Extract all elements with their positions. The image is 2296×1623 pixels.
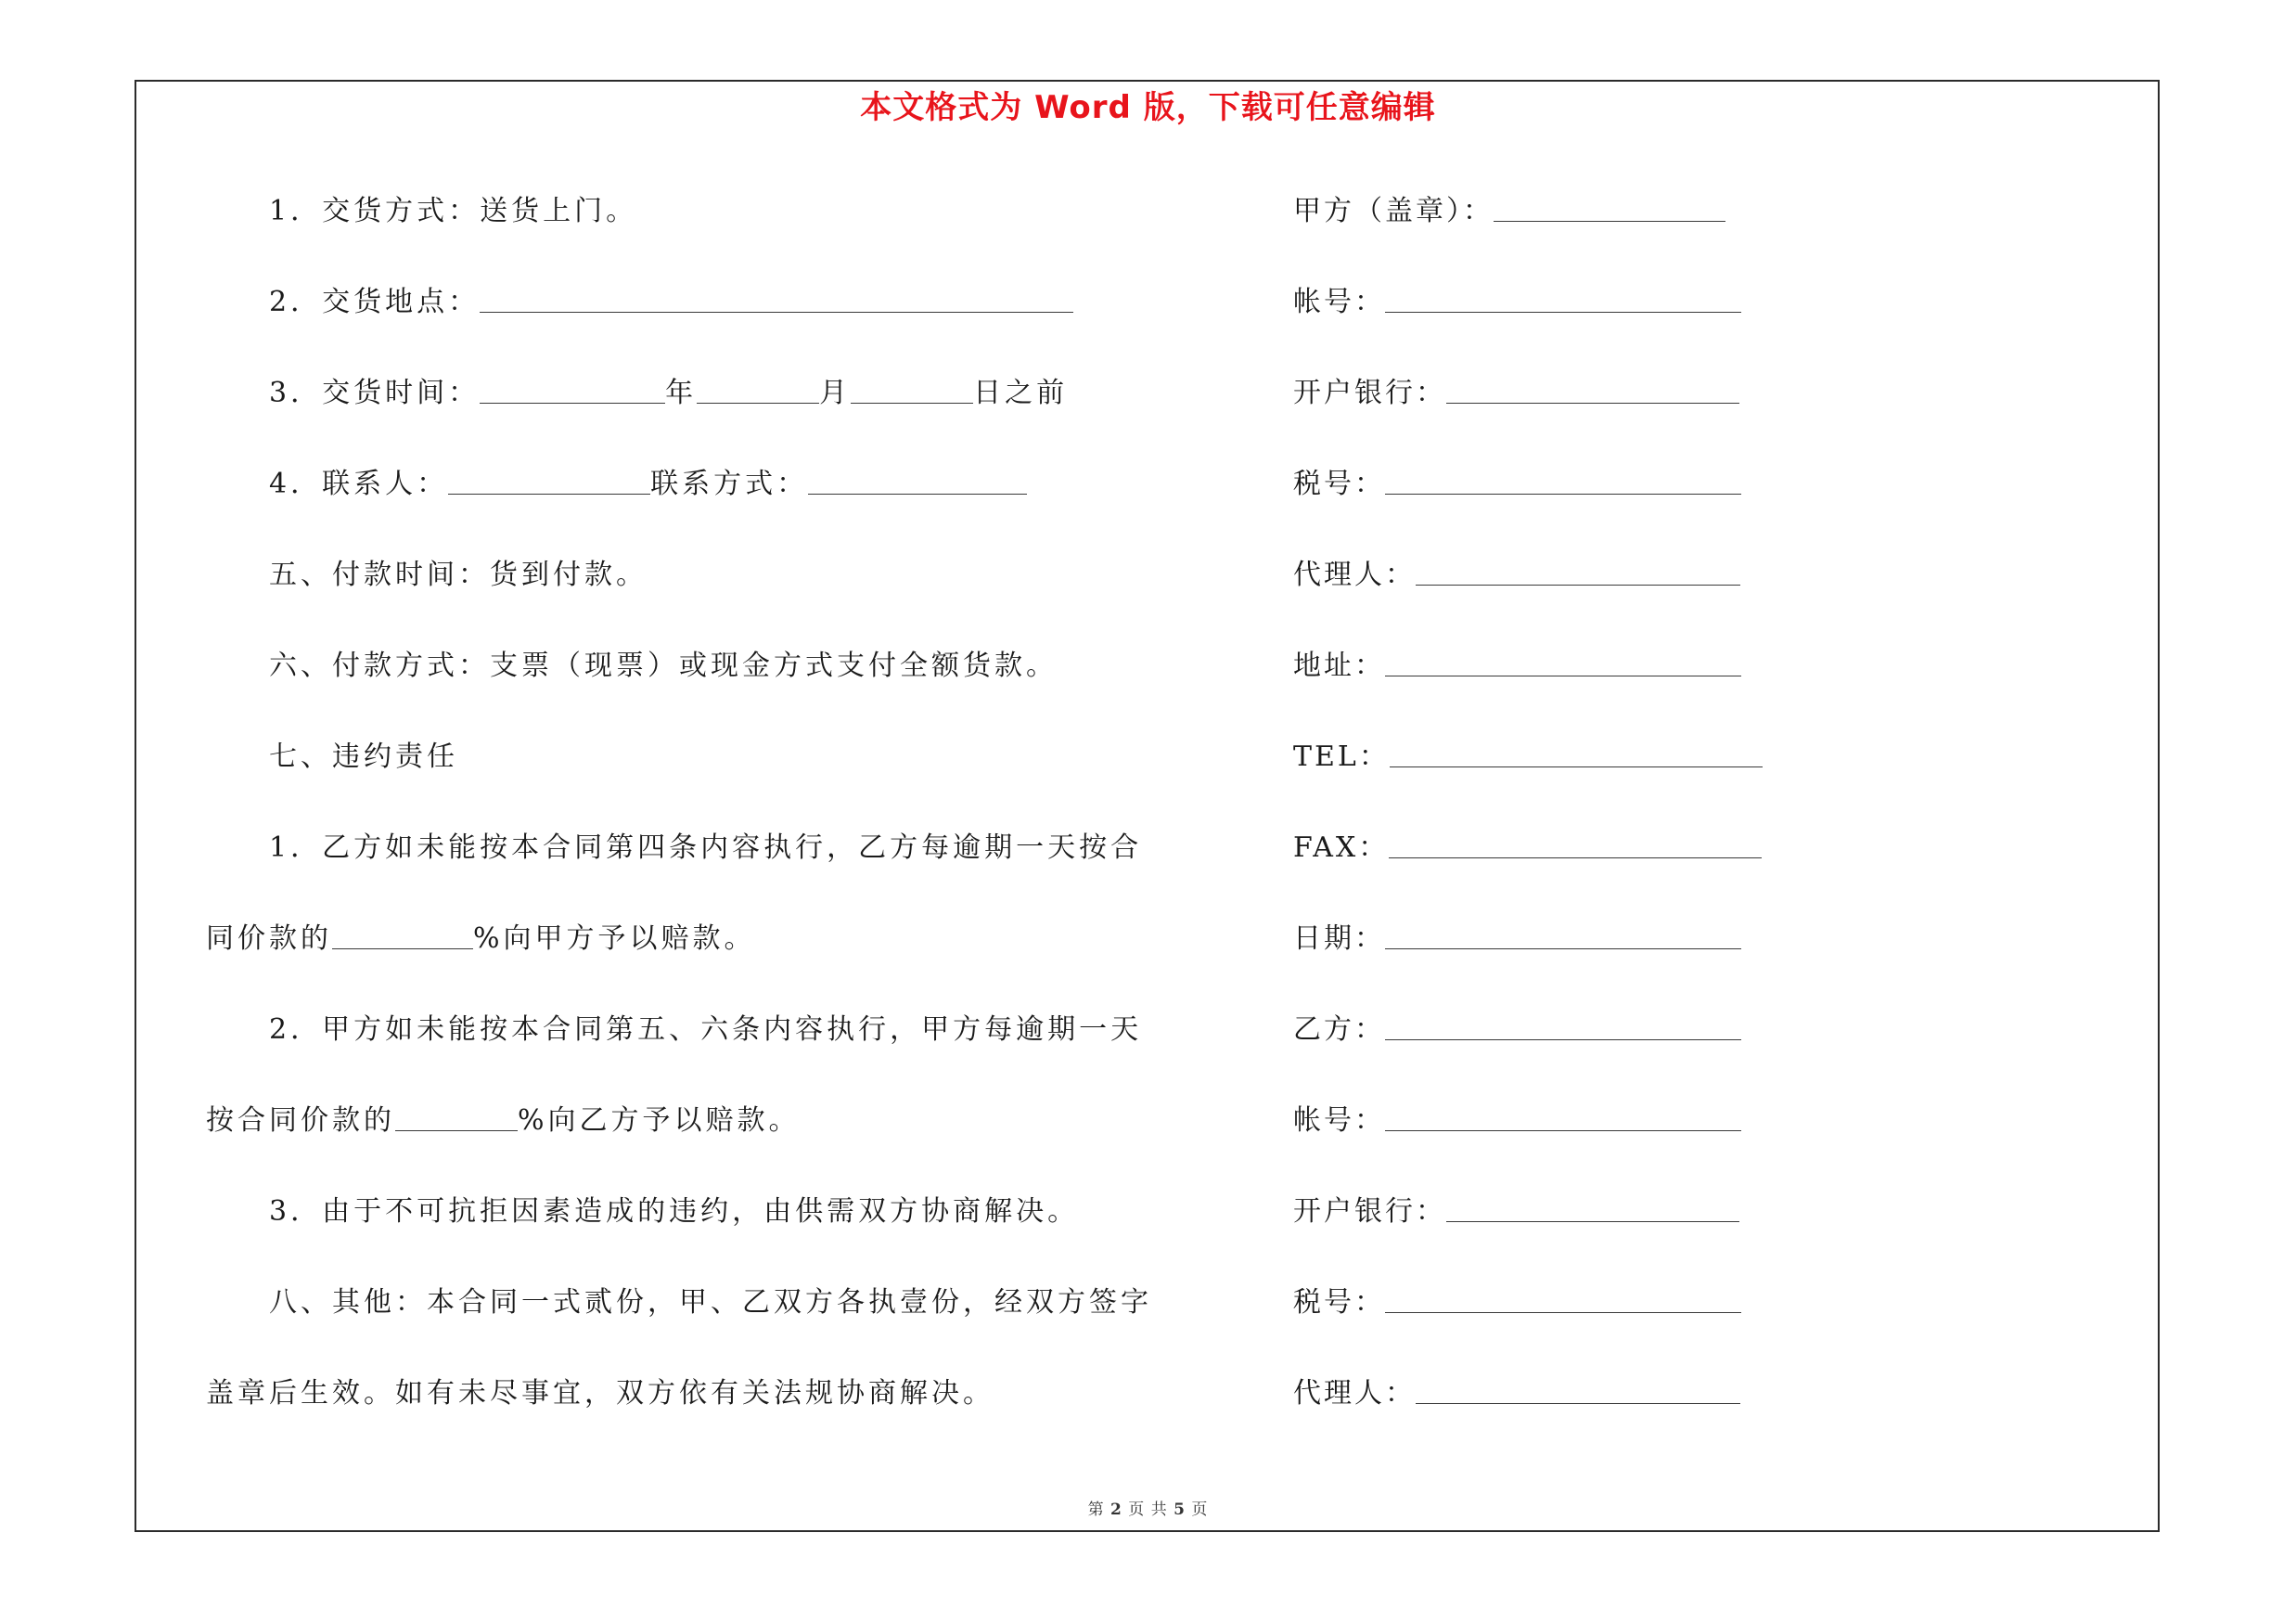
contract-terms-column (206, 186, 1171, 1459)
party-a-fax-label: FAX： (1293, 831, 1390, 864)
party-a-date-line (1293, 913, 1757, 1004)
signature-column (1293, 186, 1757, 1459)
party-a-tel-label: TEL： (1293, 741, 1390, 773)
party-a-address-label: 地址： (1293, 650, 1385, 682)
other-terms-cont-text: 盖章后生效。如有未尽事宜，双方依有关法规协商解决。 (206, 1377, 994, 1410)
breach-clause-1-post: %向甲方予以赔款。 (473, 922, 756, 955)
party-b-bank-line (1293, 1186, 1757, 1277)
party-b-tax-label: 税号： (1293, 1286, 1385, 1319)
party-a-tax-line (1293, 458, 1757, 549)
breach-clause-1-text: 1．乙方如未能按本合同第四条内容执行，乙方每逾期一天按合 (269, 831, 1143, 864)
delivery-time-label: 3．交货时间： (269, 377, 481, 409)
other-terms-line (206, 1277, 1171, 1368)
footer-suffix: 页 (1191, 1501, 1209, 1519)
party-b-label: 乙方： (1293, 1013, 1385, 1046)
other-terms-text: 八、其他：本合同一式贰份，甲、乙双方各执壹份，经双方签字 (269, 1286, 1152, 1319)
delivery-place-blank[interactable] (480, 280, 1073, 313)
party-b-account-label: 帐号： (1293, 1104, 1385, 1137)
party-a-agent-blank[interactable] (1416, 553, 1740, 586)
payment-method-text: 六、付款方式：支票（现票）或现金方式支付全额货款。 (269, 650, 1058, 682)
party-b-account-blank[interactable] (1385, 1099, 1741, 1131)
editable-notice-banner: 本文格式为 Word 版，下载可任意编辑 (860, 89, 1436, 126)
party-a-address-line (1293, 640, 1757, 731)
payment-time-line (206, 549, 1171, 640)
breach-heading-line (206, 731, 1171, 822)
contact-method-blank[interactable] (808, 462, 1027, 495)
party-a-fax-line (1293, 822, 1757, 913)
day-blank[interactable] (851, 371, 973, 404)
party-a-date-blank[interactable] (1385, 917, 1741, 949)
contact-method-label: 联系方式： (650, 468, 809, 500)
force-majeure-text: 3．由于不可抗拒因素造成的违约，由供需双方协商解决。 (269, 1195, 1080, 1228)
party-a-bank-line (1293, 367, 1757, 458)
breach-clause-2-line (206, 1004, 1171, 1095)
party-a-tax-blank[interactable] (1385, 462, 1741, 495)
breach-clause-2-text: 2．甲方如未能按本合同第五、六条内容执行，甲方每逾期一天 (269, 1013, 1143, 1046)
contact-person-label: 4．联系人： (269, 468, 449, 500)
breach-clause-2-pre: 按合同价款的 (206, 1104, 395, 1137)
party-a-bank-label: 开户银行： (1293, 377, 1446, 409)
party-a-seal-line (1293, 186, 1757, 277)
party-a-seal-label: 甲方（盖章）： (1293, 195, 1494, 227)
payment-time-text: 五、付款时间：货到付款。 (269, 559, 648, 591)
month-blank[interactable] (697, 371, 819, 404)
party-a-account-line (1293, 277, 1757, 367)
party-a-account-label: 帐号： (1293, 286, 1385, 318)
delivery-place-label: 2．交货地点： (269, 286, 481, 318)
page-footer (0, 1496, 2296, 1519)
breach-heading: 七、违约责任 (269, 741, 458, 773)
year-label: 年 (665, 377, 698, 409)
contact-person-blank[interactable] (448, 462, 650, 495)
party-a-date-label: 日期： (1293, 922, 1385, 955)
party-a-tax-label: 税号： (1293, 468, 1385, 500)
party-a-seal-blank[interactable] (1494, 189, 1725, 222)
force-majeure-line (206, 1186, 1171, 1277)
breach-clause-2-cont-line (206, 1095, 1171, 1186)
party-a-tel-line (1293, 731, 1757, 822)
party-a-account-blank[interactable] (1385, 280, 1741, 313)
delivery-place-line (206, 277, 1171, 367)
party-b-agent-label: 代理人： (1293, 1377, 1416, 1410)
party-a-agent-label: 代理人： (1293, 559, 1416, 591)
party-a-tel-blank[interactable] (1390, 735, 1763, 767)
total-pages-number: 5 (1174, 1501, 1186, 1519)
other-terms-cont-line (206, 1368, 1171, 1459)
penalty-rate-a-blank[interactable] (332, 917, 473, 949)
delivery-method-text: 1．交货方式：送货上门。 (269, 195, 638, 227)
day-label: 日之前 (973, 377, 1069, 409)
breach-clause-1-cont-line (206, 913, 1171, 1004)
party-b-bank-blank[interactable] (1446, 1190, 1739, 1222)
party-b-account-line (1293, 1095, 1757, 1186)
breach-clause-2-post: %向乙方予以赔款。 (518, 1104, 801, 1137)
month-label: 月 (819, 377, 852, 409)
party-a-agent-line (1293, 549, 1757, 640)
party-b-agent-line (1293, 1368, 1757, 1459)
party-b-blank[interactable] (1385, 1008, 1741, 1040)
footer-prefix: 第 (1087, 1501, 1105, 1519)
breach-clause-1-line (206, 822, 1171, 913)
year-blank[interactable] (480, 371, 665, 404)
party-b-bank-label: 开户银行： (1293, 1195, 1446, 1228)
party-b-agent-blank[interactable] (1416, 1372, 1740, 1404)
breach-clause-1-pre: 同价款的 (206, 922, 332, 955)
party-a-address-blank[interactable] (1385, 644, 1741, 676)
delivery-method-line (206, 186, 1171, 277)
payment-method-line (206, 640, 1171, 731)
footer-middle: 页 共 (1128, 1501, 1168, 1519)
delivery-time-line (206, 367, 1171, 458)
party-b-tax-line (1293, 1277, 1757, 1368)
party-a-fax-blank[interactable] (1389, 826, 1762, 858)
current-page-number: 2 (1110, 1501, 1122, 1519)
party-b-line (1293, 1004, 1757, 1095)
penalty-rate-b-blank[interactable] (395, 1099, 518, 1131)
party-b-tax-blank[interactable] (1385, 1281, 1741, 1313)
contact-line (206, 458, 1171, 549)
party-a-bank-blank[interactable] (1446, 371, 1739, 404)
